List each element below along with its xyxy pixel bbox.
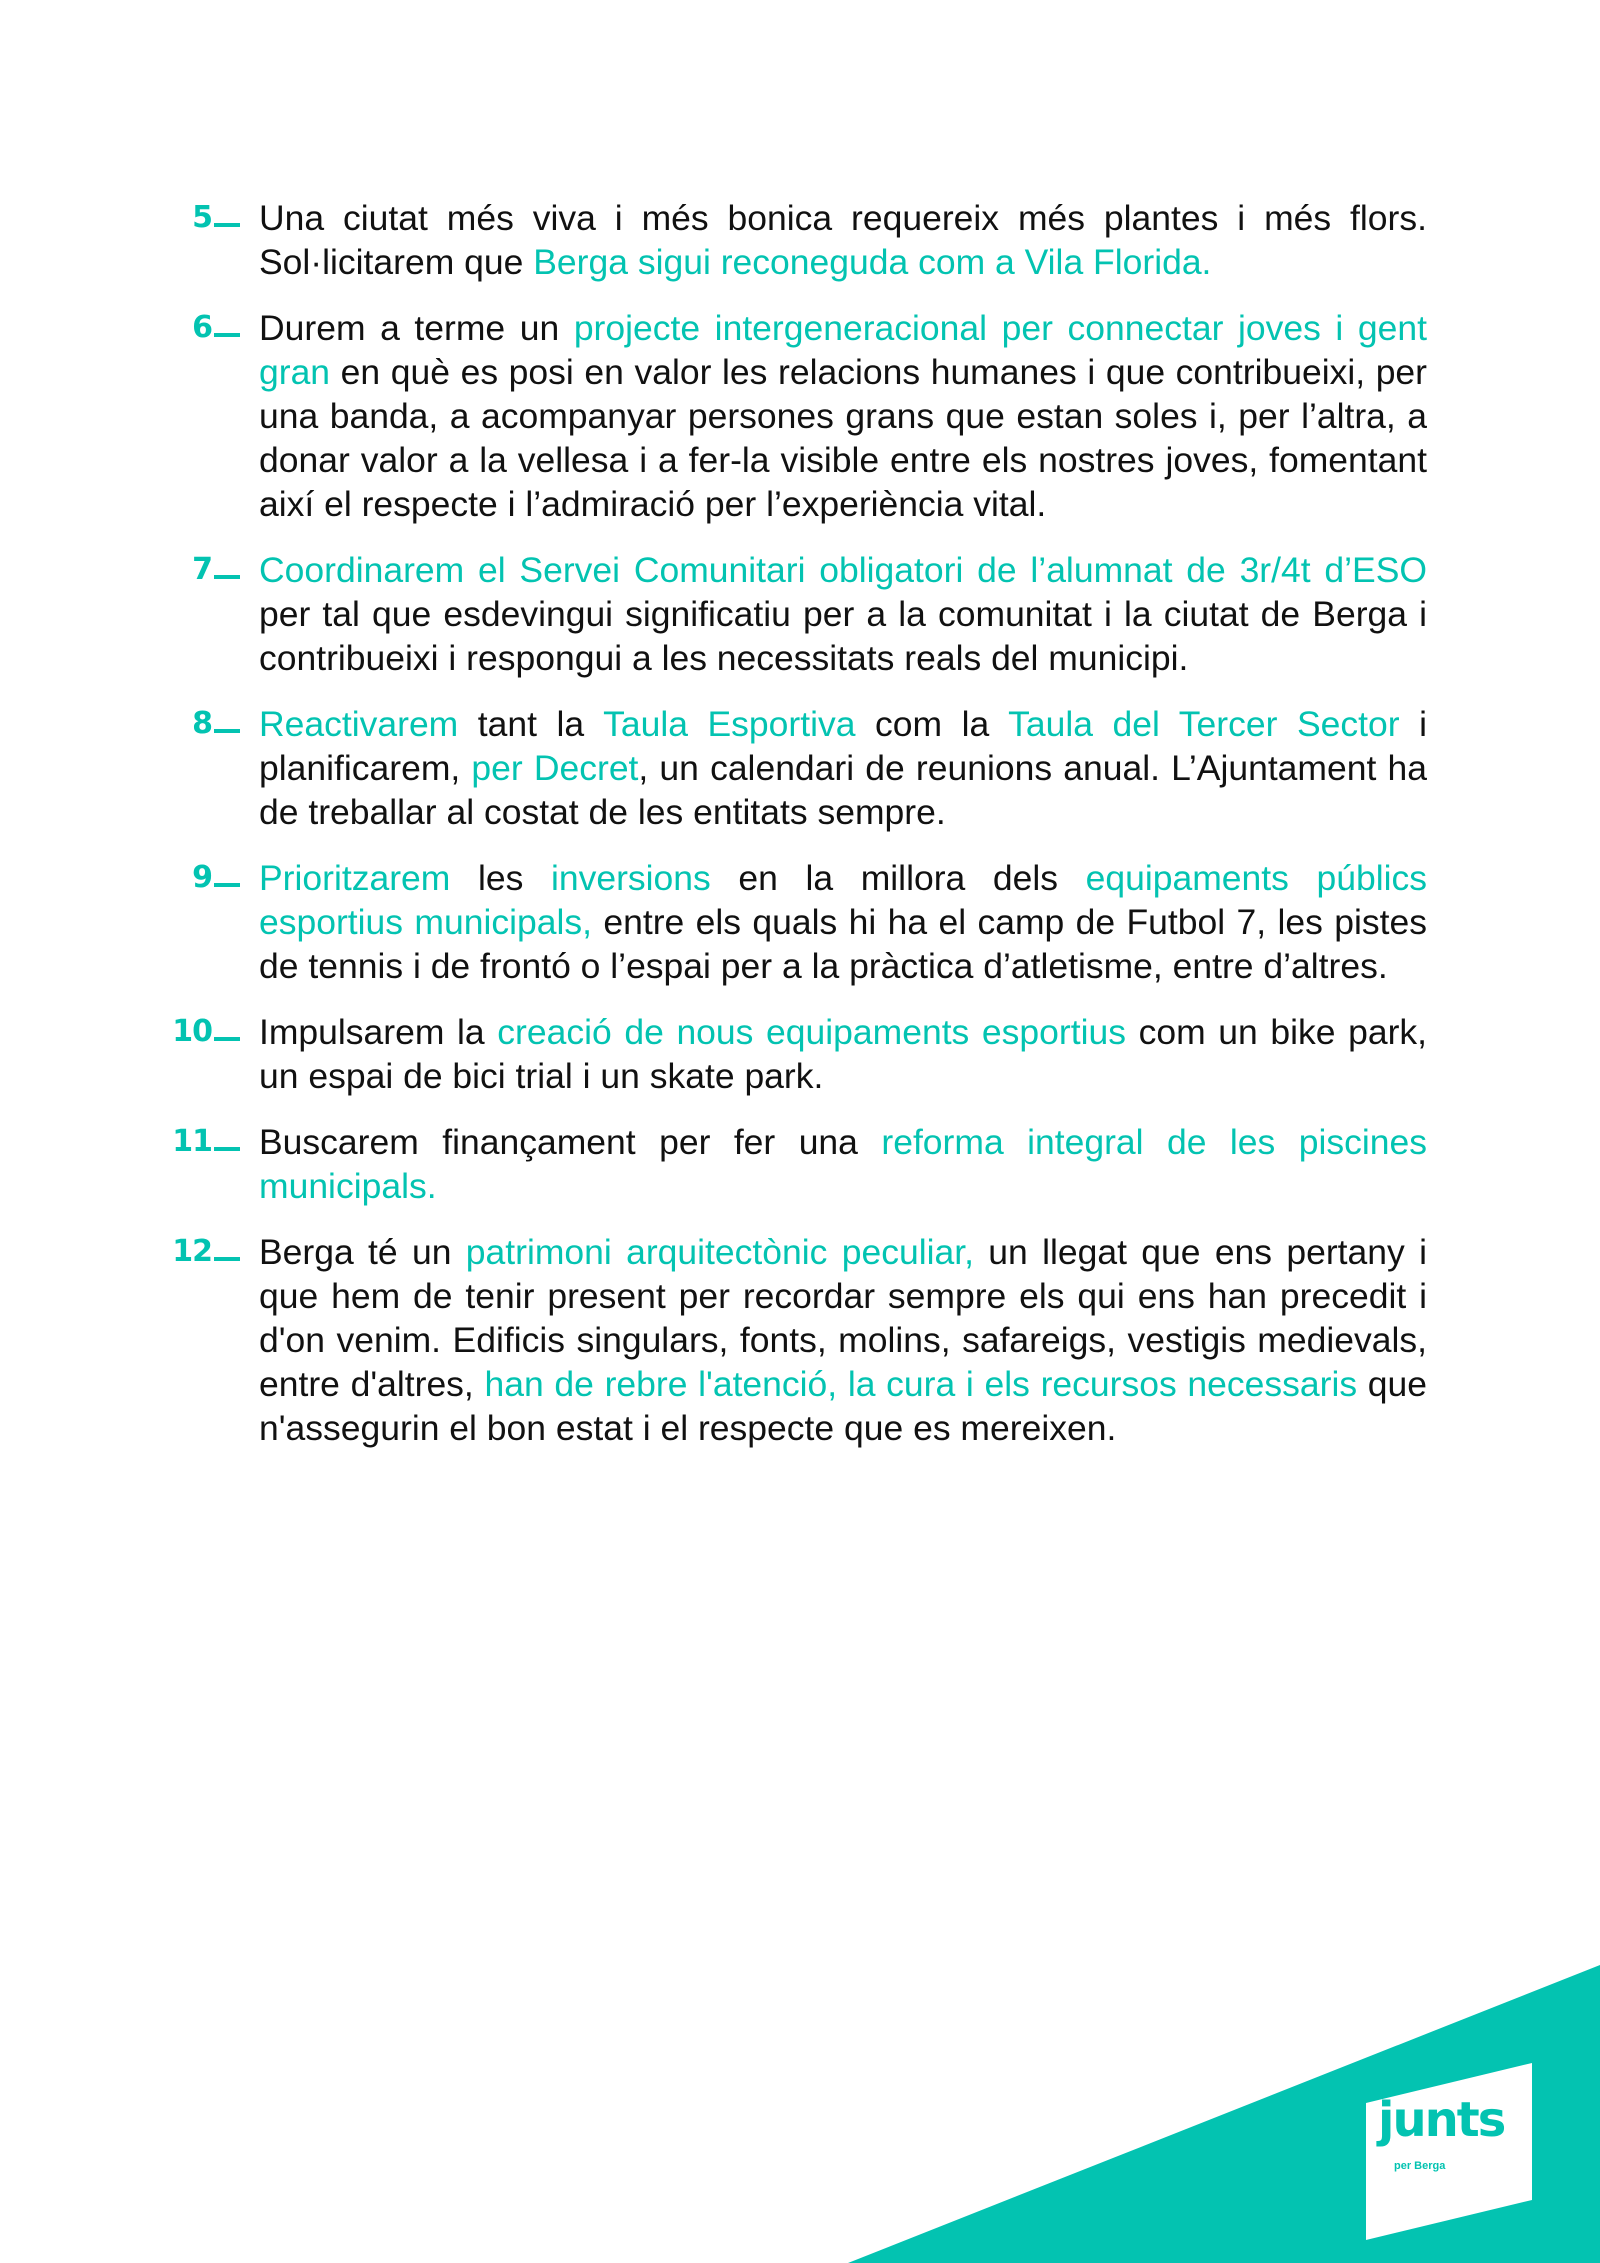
- highlighted-text: equipaments públics esportius municipals,: [259, 858, 1427, 942]
- item-number-label: 7: [192, 552, 212, 587]
- item-number-label: 9: [192, 860, 212, 895]
- highlighted-text: inversions: [550, 858, 711, 898]
- highlighted-text: patrimoni arquitectònic peculiar,: [465, 1232, 974, 1272]
- highlighted-text: per Decret: [471, 748, 639, 788]
- body-text: , un calendari de reunions anual. L’Ajuntament ha de treballar al costat de les entitats sempre.: [259, 748, 1427, 832]
- logo-subtitle: per Berga: [1394, 2160, 1446, 2172]
- body-text: per tal que esdevingui significatiu per a la comunitat i la ciutat de Berga i contribueixi i respongui a les necessitats reals del municipi.: [259, 594, 1427, 678]
- body-text: en què es posi en valor les relacions humanes i que contribueixi, per una banda, a acompanyar persones grans que estan soles i, per l’altra, a donar valor a la vellesa i a fer-la visible entre els nostres joves, fomentant així el respecte i l’admiració per l’experiència vital.: [259, 352, 1427, 524]
- body-text: un llegat que ens pertany i que hem de tenir present per recordar sempre els qui ens han precedit i d'on venim. Edificis singulars, fonts, molins, safareigs, vestigis medievals, entre d'altres,: [259, 1232, 1427, 1404]
- highlighted-text: Reactivarem: [259, 704, 459, 744]
- body-text: entre els quals hi ha el camp de Futbol 7, les pistes de tennis i de frontó o l’espai per a la pràctica d’atletisme, entre d’altres.: [259, 902, 1427, 986]
- highlighted-text: Berga sigui reconeguda com a Vila Florida.: [533, 242, 1212, 282]
- body-text: com un bike park, un espai de bici trial i un skate park.: [259, 1012, 1427, 1096]
- body-text: Buscarem finançament per fer una: [259, 1122, 882, 1162]
- logo-word: junts: [1378, 2092, 1505, 2148]
- highlighted-text: reforma integral de les piscines municipals.: [259, 1122, 1427, 1206]
- body-text: com la: [855, 704, 1009, 744]
- item-number-label: 10: [172, 1014, 212, 1049]
- highlighted-text: Taula Esportiva: [603, 704, 856, 744]
- item-number-label: 12: [172, 1234, 212, 1269]
- item-number-label: 8: [192, 706, 212, 741]
- item-number-label: 5: [192, 200, 212, 235]
- logo: [1368, 2088, 1528, 2198]
- body-text: que n'assegurin el bon estat i el respecte que es mereixen.: [259, 1364, 1427, 1448]
- highlighted-text: Taula del Tercer Sector: [1008, 704, 1400, 744]
- body-text: Berga té un: [259, 1232, 466, 1272]
- body-text: les: [450, 858, 551, 898]
- body-text: i planificarem,: [259, 704, 1427, 788]
- highlighted-text: Prioritzarem: [259, 858, 451, 898]
- body-text: en la millora dels: [710, 858, 1086, 898]
- highlighted-text: projecte intergeneracional per connectar joves i gent gran: [259, 308, 1427, 392]
- item-number-label: 6: [192, 310, 212, 345]
- highlighted-text: han de rebre l'atenció, la cura i els recursos necessaris: [484, 1364, 1358, 1404]
- body-text: Una ciutat més viva i més bonica requereix més plantes i més flors. Sol·licitarem que: [259, 198, 1427, 282]
- highlighted-text: Coordinarem el Servei Comunitari obligatori de l’alumnat de 3r/4t d’ESO: [259, 550, 1427, 590]
- body-text: Impulsarem la: [259, 1012, 498, 1052]
- body-text: tant la: [458, 704, 604, 744]
- highlighted-text: creació de nous equipaments esportius: [497, 1012, 1126, 1052]
- item-number-label: 11: [172, 1124, 212, 1159]
- body-text: Durem a terme un: [259, 308, 574, 348]
